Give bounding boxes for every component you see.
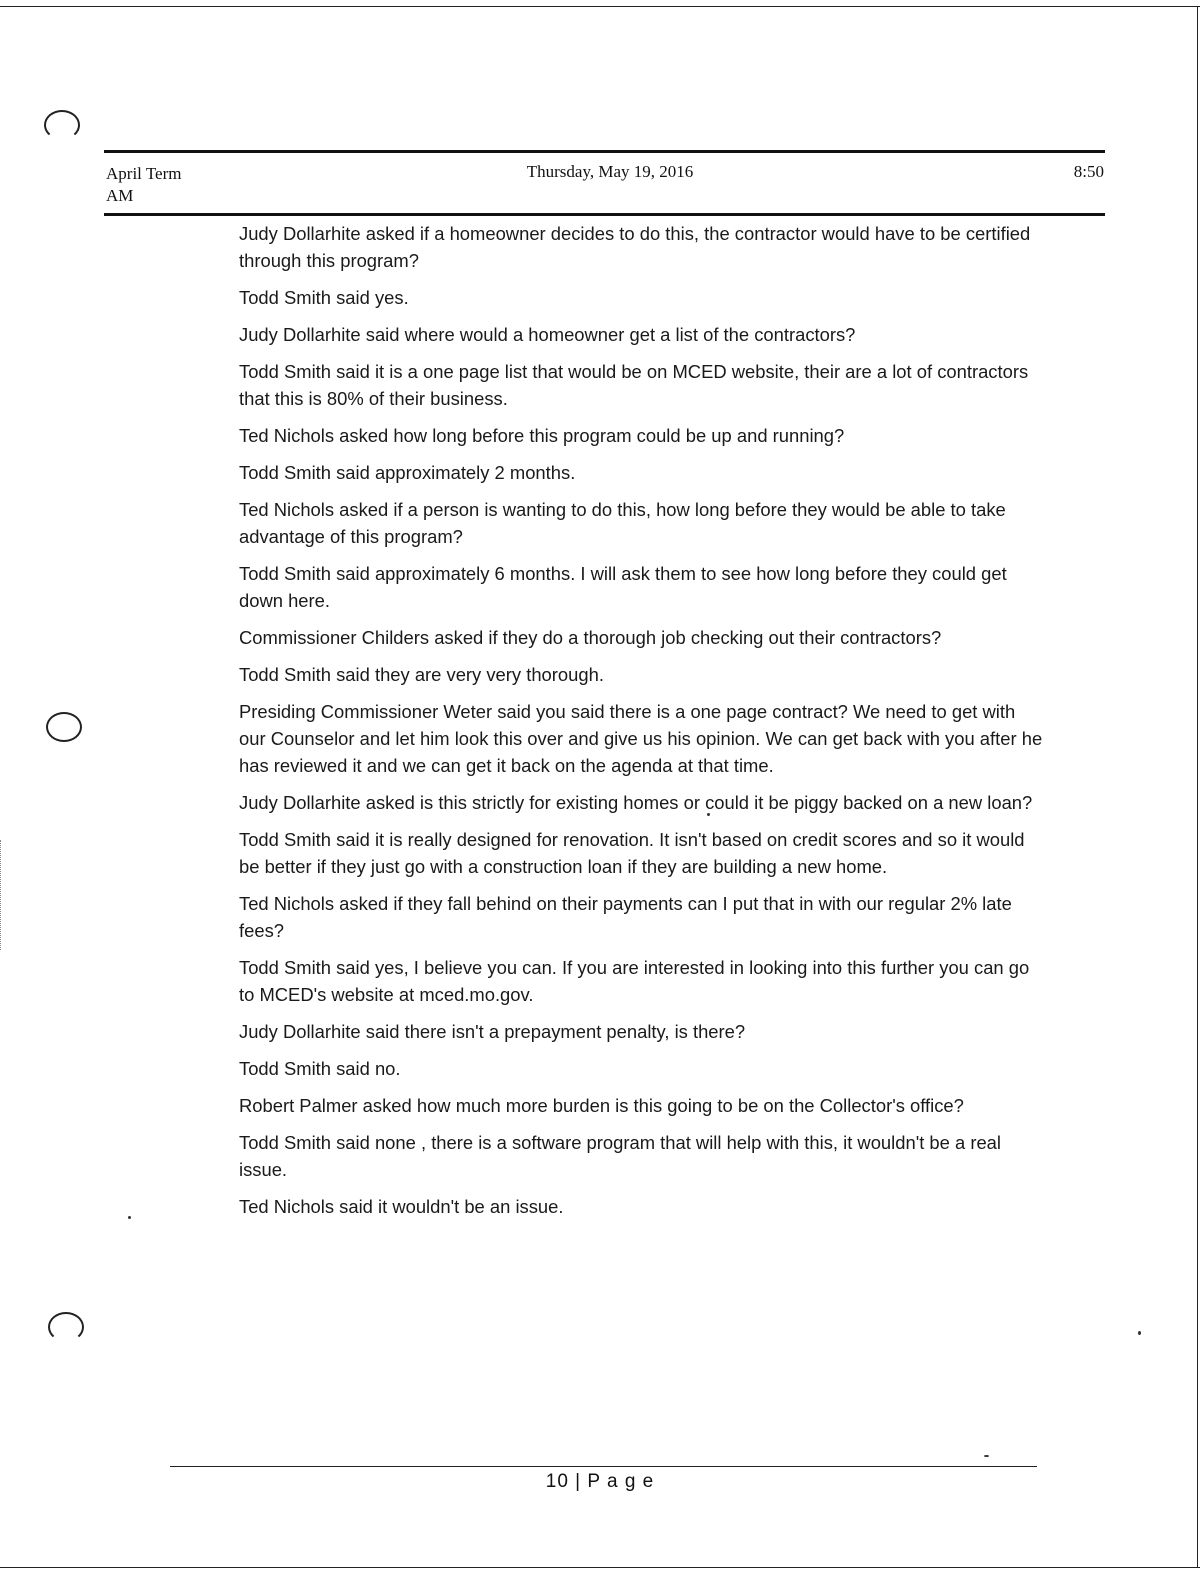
meeting-transcript [239,220,1044,1230]
scan-edge-mark [0,840,3,950]
header-rule-bottom [104,213,1105,216]
footer-rule [170,1466,1037,1467]
transcript-paragraph: Todd Smith said it is really designed for renovation. It isn't based on credit scores and so it would be better if they just go with a construction loan if they are building a new home. [239,829,1025,877]
punch-hole-icon [48,1312,84,1342]
transcript-paragraph: Ted Nichols asked how long before this program could be up and running? [239,425,845,446]
transcript-paragraph: Ted Nichols said it wouldn't be an issue. [239,1196,564,1217]
page-border-bottom [0,1567,1200,1568]
transcript-paragraph: Todd Smith said no. [239,1058,401,1079]
transcript-paragraph: Judy Dollarhite asked if a homeowner decides to do this, the contractor would have to be certified through this program? [239,223,1031,271]
transcript-paragraph: Judy Dollarhite said where would a homeowner get a list of the contractors? [239,324,856,345]
page-border-right [1197,6,1198,1567]
scan-speck [1138,1331,1141,1335]
page-number: 10 | P a g e [545,1471,655,1492]
transcript-paragraph: Todd Smith said approximately 2 months. [239,462,576,483]
transcript-paragraph: Todd Smith said yes, I believe you can. If you are interested in looking into this further you can go to MCED's website at mced.mo.gov. [239,957,1030,1005]
punch-hole-icon [46,712,82,742]
transcript-paragraph: Todd Smith said none , there is a software program that will help with this, it wouldn't be a real issue. [239,1132,1001,1180]
transcript-paragraph: Presiding Commissioner Weter said you said there is a one page contract? We need to get with our Counselor and let him look this over and give us his opinion. We can get back with you after he has reviewed it and we can get it back on the agenda at that time. [239,701,1043,776]
transcript-paragraph: Commissioner Childers asked if they do a thorough job checking out their contractors? [239,627,942,648]
header-rule-top [104,150,1105,153]
transcript-paragraph: Ted Nichols asked if a person is wanting to do this, how long before they would be able to take advantage of this program? [239,499,1006,547]
header-time: 8:50 [1073,162,1104,181]
scan-speck [128,1216,131,1219]
transcript-paragraph: Judy Dollarhite asked is this strictly for existing homes or could it be piggy backed on a new loan? [239,792,1033,813]
header-term: April Term AM [106,164,182,205]
transcript-paragraph: Todd Smith said it is a one page list that would be on MCED website, their are a lot of contractors that this is 80% of their business. [239,361,1029,409]
punch-hole-icon [44,110,80,140]
transcript-paragraph: Robert Palmer asked how much more burden is this going to be on the Collector's office? [239,1095,964,1116]
transcript-paragraph: Todd Smith said yes. [239,287,409,308]
page-border-top [0,6,1200,7]
transcript-paragraph: Ted Nichols asked if they fall behind on their payments can I put that in with our regular 2% late fees? [239,893,1012,941]
scan-speck [984,1455,989,1457]
header-date: Thursday, May 19, 2016 [526,162,694,181]
transcript-paragraph: Todd Smith said approximately 6 months. I will ask them to see how long before they could get down here. [239,563,1007,611]
transcript-paragraph: Todd Smith said they are very very thorough. [239,664,604,685]
scan-speck [707,813,710,816]
transcript-paragraph: Judy Dollarhite said there isn't a prepayment penalty, is there? [239,1021,746,1042]
